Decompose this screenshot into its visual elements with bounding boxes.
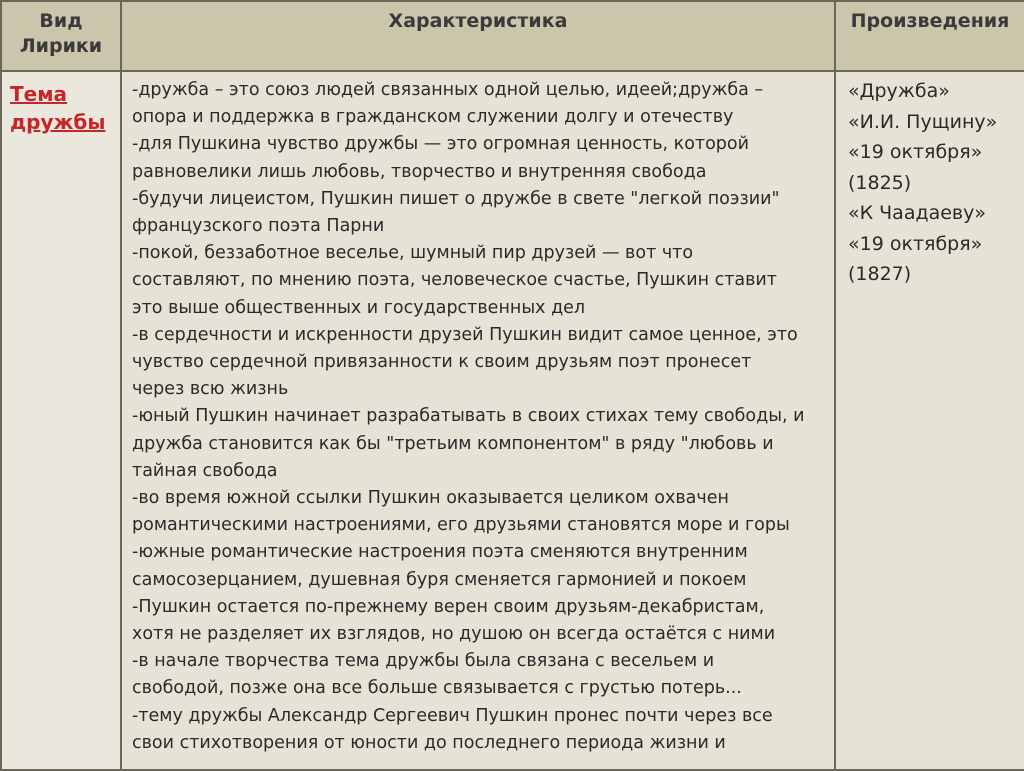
characteristic-line: свои стихотворения от юности до последнего периода жизни и xyxy=(132,732,726,753)
header-works-label: Произведения xyxy=(850,10,1010,32)
characteristic-line: -южные романтические настроения поэта сменяются внутренним xyxy=(132,542,748,563)
work-title: «И.И. Пущину» xyxy=(848,110,998,133)
characteristic-cell xyxy=(121,71,835,770)
work-title: «19 октября» xyxy=(848,141,983,163)
header-characteristic xyxy=(121,1,835,71)
characteristic-line: -в начале творчества тема дружбы была связана с весельем и xyxy=(132,651,715,672)
characteristic-line: -дружба – это союз людей связанных одной целью, идеей;дружба – xyxy=(132,80,764,100)
theme-link[interactable]: Тема дружбы xyxy=(10,82,106,134)
work-title: «19 октября» xyxy=(848,232,983,255)
characteristic-line: -в сердечности и искренности друзей Пушкин видит самое ценное, это xyxy=(132,324,798,345)
header-characteristic-label: Характеристика xyxy=(388,10,568,32)
characteristic-line: -Пушкин остается по-прежнему верен своим друзьям-декабристам, xyxy=(132,596,765,617)
table-row xyxy=(1,71,1024,770)
header-lyric-type-label: Вид Лирики xyxy=(19,10,103,57)
characteristic-line: самосозерцанием, душевная буря сменяется гармонией и покоем xyxy=(132,569,747,590)
characteristic-line: романтическими настроениями, его друзьями становятся море и горы xyxy=(132,515,790,536)
characteristic-line: равновелики лишь любовь, творчество и внутренняя свобода xyxy=(132,161,707,182)
header-row xyxy=(1,1,1024,71)
characteristic-line: тайная свобода xyxy=(132,460,278,481)
header-works xyxy=(835,1,1024,71)
work-title: «К Чаадаеву» xyxy=(848,202,987,224)
characteristic-line: -во время южной ссылки Пушкин оказывается целиком охвачен xyxy=(132,488,729,509)
works-cell xyxy=(835,71,1024,770)
characteristic-line: через всю жизнь xyxy=(132,379,289,400)
characteristic-line: -тему дружбы Александр Сергеевич Пушкин пронес почти через все xyxy=(132,705,773,726)
work-title: (1825) xyxy=(848,171,912,194)
characteristic-line: хотя не разделяет их взглядов, но душою он всегда остаётся с ними xyxy=(132,624,776,645)
header-lyric-type xyxy=(1,1,121,71)
characteristic-line: французского поэта Парни xyxy=(132,216,385,237)
characteristic-line: это выше общественных и государственных дел xyxy=(132,297,586,318)
characteristic-line: -для Пушкина чувство дружбы — это огромная ценность, которой xyxy=(132,134,749,155)
characteristic-text xyxy=(122,72,834,757)
characteristic-line: чувство сердечной привязанности к своим друзьям поэт пронесет xyxy=(132,352,752,373)
characteristic-line: свободой, позже она все больше связывается с грустью потерь... xyxy=(132,678,742,699)
works-list xyxy=(836,72,1024,290)
work-title: (1827) xyxy=(848,263,912,285)
characteristic-line: опора и поддержка в гражданском служении долгу и отечеству xyxy=(132,107,734,128)
characteristic-line: составляют, по мнению поэта, человеческое счастье, Пушкин ставит xyxy=(132,270,777,291)
theme-cell xyxy=(1,71,121,770)
characteristic-line: -покой, беззаботное веселье, шумный пир друзей — вот что xyxy=(132,243,694,264)
characteristic-line: -будучи лицеистом, Пушкин пишет о дружбе в свете "легкой поэзии" xyxy=(132,188,780,209)
work-title: «Дружба» xyxy=(848,80,950,102)
characteristic-line: -юный Пушкин начинает разрабатывать в своих стихах тему свободы, и xyxy=(132,406,805,427)
characteristic-line: дружба становится как бы "третьим компонентом" в ряду "любовь и xyxy=(132,433,774,454)
